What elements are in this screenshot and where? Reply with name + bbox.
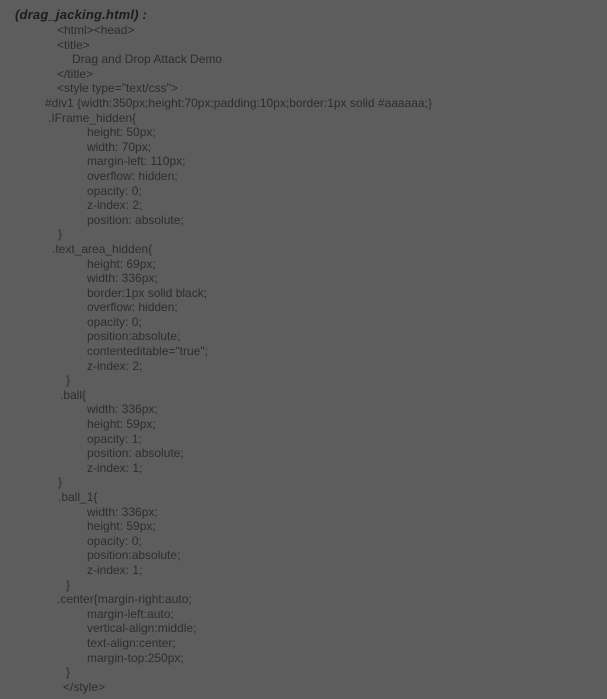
code-line: width: 336px;	[87, 402, 158, 417]
code-line: overflow: hidden;	[87, 168, 178, 183]
code-line: text-align:center;	[87, 635, 176, 650]
code-line: position: absolute;	[87, 446, 184, 461]
code-line: opacity: 1;	[87, 431, 142, 446]
listing-filename-header: (drag_jacking.html) :	[15, 7, 148, 22]
code-line: .text_area_hidden{	[52, 241, 153, 256]
code-line: .ball{	[60, 387, 87, 402]
code-line: }	[66, 373, 71, 388]
code-line: height: 69px;	[87, 256, 156, 271]
code-line: Drag and Drop Attack Demo	[72, 52, 223, 67]
code-line: </title>	[57, 66, 94, 81]
code-line: margin-left: 110px;	[87, 154, 186, 169]
code-line: position: absolute;	[87, 212, 184, 227]
code-line: margin-top:250px;	[87, 650, 184, 665]
code-line: height: 59px;	[87, 417, 156, 432]
code-line: position:absolute;	[87, 329, 181, 344]
code-line: .center{margin-right:auto;	[57, 592, 192, 607]
code-line: }	[58, 227, 63, 242]
code-line: height: 59px;	[87, 519, 156, 534]
code-line: #div1 {width:350px;height:70px;padding:10px;border:1px solid #aaaaaa;}	[45, 95, 432, 110]
code-line: }	[66, 665, 71, 680]
code-line: .ball_1{	[58, 490, 98, 504]
code-line: </style>	[63, 679, 106, 694]
code-line: contenteditable="true";	[87, 344, 208, 359]
code-line: z-index: 2;	[87, 358, 143, 373]
code-line: opacity: 0;	[87, 183, 142, 198]
code-line: height: 50px;	[87, 125, 156, 140]
code-line: position:absolute;	[87, 548, 181, 563]
code-line: border:1px solid black;	[87, 285, 208, 300]
code-line: <html><head>	[57, 23, 135, 37]
code-line: margin-left:auto;	[87, 606, 174, 621]
code-line: vertical-align:middle;	[87, 621, 197, 636]
code-line: <style type="text/css">	[57, 81, 178, 96]
code-line: }	[66, 577, 71, 592]
code-line: <title>	[57, 37, 90, 52]
code-line: width: 336px;	[87, 271, 158, 286]
code-line: z-index: 1;	[87, 460, 143, 475]
code-line: z-index: 2;	[87, 198, 143, 213]
code-line: }	[58, 475, 63, 490]
code-line: opacity: 0;	[87, 533, 142, 548]
code-line: width: 336px;	[87, 504, 158, 519]
code-line: width: 70px;	[87, 139, 152, 154]
code-line: z-index: 1;	[87, 562, 143, 577]
code-line: overflow: hidden;	[87, 300, 178, 315]
code-line: .IFrame_hidden{	[48, 110, 137, 125]
code-lines	[0, 23, 607, 694]
code-line: opacity: 0;	[87, 314, 142, 329]
